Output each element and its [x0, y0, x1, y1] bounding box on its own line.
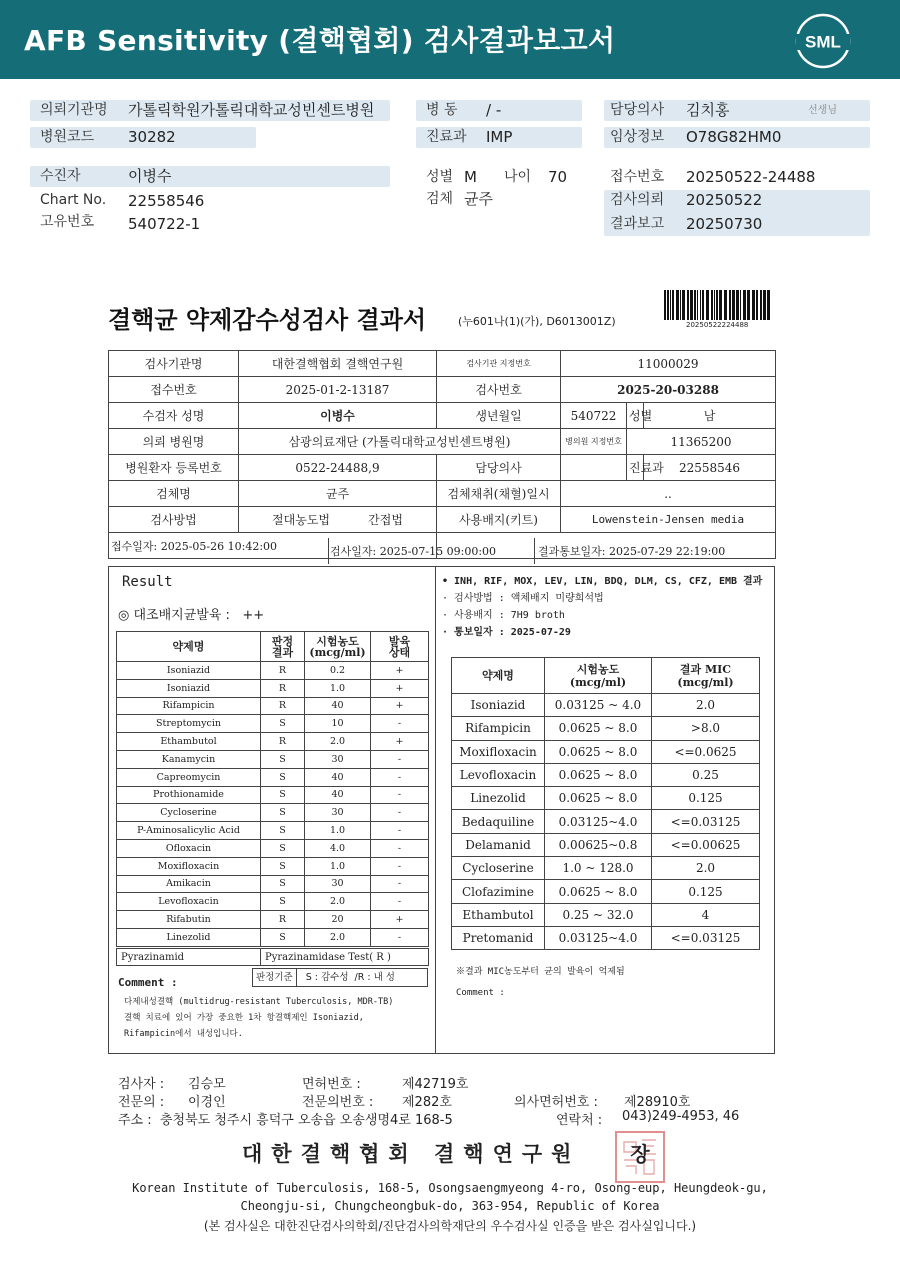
table-cell: 40	[305, 786, 371, 804]
doctor-license-label: 의사면허번호 :	[514, 1095, 598, 1110]
birth-value: 540722	[561, 403, 627, 429]
tested-date: 검사일자: 2025-07-15 09:00:00	[330, 545, 497, 558]
page-title: AFB Sensitivity (결핵협회) 검사결과보고서	[24, 24, 616, 57]
table-cell: 2.0	[305, 733, 371, 751]
table-cell: 40	[305, 697, 371, 715]
table-cell: 4	[652, 903, 760, 926]
doctor-suffix: 선생님	[808, 105, 837, 116]
doctor-license-value: 제28910호	[624, 1095, 691, 1110]
ward-label: 병 동	[426, 102, 458, 118]
table-row	[117, 928, 429, 946]
table-row	[117, 679, 429, 697]
chart-label: Chart No.	[40, 192, 107, 208]
table-cell: Rifampicin	[117, 697, 261, 715]
specimen-label: 검체	[426, 191, 454, 207]
comment-line: 다제내성결핵 (multidrug-resistant Tuberculosis, MDR-TB)	[124, 997, 394, 1007]
table-row	[117, 715, 429, 733]
sml-logo-icon	[794, 12, 852, 70]
mic-table	[451, 657, 760, 950]
table-cell: -	[371, 928, 429, 946]
table-cell: <=0.03125	[652, 926, 760, 949]
table-cell: 0.0625 ~ 8.0	[545, 787, 652, 810]
table-cell: -	[371, 750, 429, 768]
table-cell: 40	[305, 768, 371, 786]
method-indirect: 간접법	[368, 513, 403, 527]
request-value: 20250522	[686, 191, 763, 209]
dept-label: 진료과	[627, 455, 644, 481]
table-cell: +	[371, 733, 429, 751]
report-header	[0, 0, 900, 79]
method-label: 검사방법	[109, 507, 239, 533]
hospital-value: 삼광의료재단 (가톨릭대학교성빈센트병원)	[239, 429, 561, 455]
address-value: 충청북도 청주시 흥덕구 오송읍 오송생명4로 168-5	[160, 1113, 453, 1128]
table-cell: 30	[305, 804, 371, 822]
control-value: ++	[242, 608, 265, 623]
hosp-code-value: 11365200	[627, 429, 776, 455]
table-cell: 2.0	[305, 893, 371, 911]
table-cell: S	[261, 875, 305, 893]
table-cell: -	[371, 875, 429, 893]
table-cell: S	[261, 768, 305, 786]
note-line: · 통보일자 : 2025-07-29	[442, 627, 571, 638]
receipt-label: 접수번호	[610, 169, 665, 185]
report-date-value: 20250730	[686, 215, 763, 233]
address-en-2: Cheongju-si, Chungcheongbuk-do, 363-954, Republic of Korea	[240, 1199, 660, 1213]
table-cell: 20	[305, 911, 371, 929]
test-no-label: 검사번호	[437, 377, 561, 403]
unique-value: 540722-1	[128, 215, 201, 233]
medium-value: Lowenstein-Jensen media	[561, 507, 776, 533]
seal-char: 장	[630, 1142, 650, 1166]
table-cell: 1.0	[305, 822, 371, 840]
table-cell: 0.03125 ~ 4.0	[545, 694, 652, 717]
reg-label: 병원환자 등록번호	[109, 455, 239, 481]
table-row	[452, 903, 760, 926]
table-cell: S	[261, 715, 305, 733]
table-cell: Isoniazid	[452, 694, 545, 717]
table-cell: Rifampicin	[452, 717, 545, 740]
table-row	[117, 857, 429, 875]
table-cell: Clofazimine	[452, 880, 545, 903]
table-cell: Linezolid	[117, 928, 261, 946]
table-cell: Bedaquiline	[452, 810, 545, 833]
table-row	[452, 740, 760, 763]
table-row	[117, 875, 429, 893]
table-row	[452, 694, 760, 717]
table-cell: -	[371, 786, 429, 804]
table-cell: -	[371, 893, 429, 911]
table-cell: 2.0	[652, 694, 760, 717]
table-cell: 0.03125~4.0	[545, 926, 652, 949]
lab-code-label: 검사기관 지정번호	[437, 351, 561, 377]
column-header: 시험농도 (mcg/ml)	[545, 658, 652, 694]
table-cell: 1.0 ~ 128.0	[545, 857, 652, 880]
spec-license-value: 제282호	[402, 1095, 452, 1110]
hospital-code-label: 병원코드	[40, 129, 95, 145]
chart-value: 22558546	[128, 192, 205, 210]
control-growth	[118, 604, 264, 623]
table-cell: 0.00625~0.8	[545, 833, 652, 856]
table-header-row	[452, 658, 760, 694]
table-cell: 4.0	[305, 839, 371, 857]
table-cell: 0.125	[652, 787, 760, 810]
table-cell: Linezolid	[452, 787, 545, 810]
table-cell: -	[371, 857, 429, 875]
table-row	[452, 717, 760, 740]
table-cell: Amikacin	[117, 875, 261, 893]
received-text: 접수일자: 2025-05-26 10:42:00	[111, 539, 278, 553]
note-line: · 사용배지 : 7H9 broth	[442, 610, 565, 621]
column-header: 발육 상태	[371, 632, 429, 662]
table-cell: S	[261, 750, 305, 768]
birth-label: 생년월일	[437, 403, 561, 429]
table-row	[452, 833, 760, 856]
table-cell: 0.25 ~ 32.0	[545, 903, 652, 926]
medium-label: 사용배지(키트)	[437, 507, 561, 533]
table-cell: 2.0	[305, 928, 371, 946]
table-cell: Ofloxacin	[117, 839, 261, 857]
table-cell: S	[261, 839, 305, 857]
criteria-box	[252, 968, 428, 987]
column-header: 판정 결과	[261, 632, 305, 662]
sex-value: M	[464, 168, 477, 186]
column-header: 약제명	[117, 632, 261, 662]
doctor-value	[561, 455, 627, 481]
spec-license-label: 전문의번호 :	[302, 1095, 374, 1110]
license-value: 제42719호	[402, 1077, 469, 1092]
table-row	[117, 911, 429, 929]
table-cell: Delamanid	[452, 833, 545, 856]
collect-value: ..	[561, 481, 776, 507]
column-header: 결과 MIC (mcg/ml)	[652, 658, 760, 694]
hospital-code-value: 30282	[128, 128, 176, 146]
table-row	[452, 763, 760, 786]
table-cell: 2.0	[652, 857, 760, 880]
patient-info-table	[108, 350, 776, 559]
table-cell: S	[261, 822, 305, 840]
lab-code-value: 11000029	[561, 351, 776, 377]
table-row	[452, 880, 760, 903]
mic-note: ※결과 MIC농도부터 균의 발육이 억제됨	[456, 967, 625, 977]
comment-line: 결핵 치료에 있어 가장 중요한 1차 항결핵제인 Isoniazid,	[124, 1013, 364, 1023]
report-date-label: 결과보고	[610, 216, 665, 232]
table-cell: R	[261, 697, 305, 715]
pyrazinamid-table	[116, 948, 429, 966]
hosp-code-label: 병의원 지정번호	[561, 429, 627, 455]
table-cell: Rifabutin	[117, 911, 261, 929]
request-label: 검사의뢰	[610, 192, 665, 208]
result-title: Result	[122, 574, 173, 590]
name-label: 수검자 성명	[109, 403, 239, 429]
table-cell: -	[371, 839, 429, 857]
table-cell: S	[261, 786, 305, 804]
table-header-row	[117, 632, 429, 662]
report-title: 결핵균 약제감수성검사 결과서	[108, 305, 427, 334]
institute-name: 대한결핵협회 결핵연구원	[242, 1141, 581, 1166]
table-cell: +	[371, 662, 429, 680]
table-cell: 30	[305, 750, 371, 768]
table-cell: Moxifloxacin	[117, 857, 261, 875]
table-row	[117, 662, 429, 680]
age-label: 나이	[504, 169, 532, 185]
comment-label: Comment :	[118, 976, 178, 989]
barcode-number: 20250522224488	[686, 321, 749, 329]
table-cell: Isoniazid	[117, 679, 261, 697]
table-cell: 0.03125~4.0	[545, 810, 652, 833]
liquid-notes	[442, 573, 762, 641]
comment-line: Rifampicin에서 내성입니다.	[124, 1029, 243, 1039]
table-cell: R	[261, 911, 305, 929]
table-row	[117, 768, 429, 786]
criteria-r: /R : 내 성	[354, 972, 395, 983]
table-cell: Prothionamide	[117, 786, 261, 804]
barcode-icon	[664, 290, 772, 320]
table-cell: Cycloserine	[452, 857, 545, 880]
test-no-value: 2025-20-03288	[561, 377, 776, 403]
table-cell: R	[261, 679, 305, 697]
receipt-value: 2025-01-2-13187	[239, 377, 437, 403]
table-row	[452, 810, 760, 833]
method-absolute: 절대농도법	[272, 513, 331, 527]
table-cell: +	[371, 679, 429, 697]
table-row	[117, 804, 429, 822]
table-cell: S	[261, 928, 305, 946]
control-label: ◎ 대조배지균발육 :	[118, 608, 230, 623]
address-label: 주소 :	[118, 1113, 152, 1128]
table-cell: 0.0625 ~ 8.0	[545, 880, 652, 903]
column-header: 시험농도 (mcg/ml)	[305, 632, 371, 662]
table-row	[452, 857, 760, 880]
table-cell: 1.0	[305, 679, 371, 697]
table-cell: 30	[305, 875, 371, 893]
specimen-label: 검체명	[109, 481, 239, 507]
dept-label: 진료과	[426, 129, 467, 145]
table-cell: >8.0	[652, 717, 760, 740]
table-row	[117, 750, 429, 768]
name-value: 이병수	[239, 403, 437, 429]
table-cell: -	[371, 822, 429, 840]
notified-date: 결과통보일자: 2025-07-29 22:19:00	[538, 545, 726, 558]
receipt-label: 접수번호	[109, 377, 239, 403]
lab-label: 검사기관명	[109, 351, 239, 377]
result-divider	[435, 566, 436, 1054]
table-cell: 10	[305, 715, 371, 733]
table-cell: Isoniazid	[117, 662, 261, 680]
table-cell: R	[261, 733, 305, 751]
reg-value: 0522-24488,9	[239, 455, 437, 481]
patient-label: 수진자	[40, 168, 81, 184]
certification: (본 검사실은 대한진단검사의학회/진단검사의학재단의 우수검사실 인증을 받은 검사실입니다.)	[203, 1219, 697, 1233]
contact-label: 연락처 :	[556, 1113, 603, 1128]
table-cell: <=0.0625	[652, 740, 760, 763]
comment-text	[124, 994, 424, 1042]
doctor-value: 김치홍	[686, 101, 730, 119]
unique-label: 고유번호	[40, 214, 95, 230]
age-value: 70	[548, 168, 568, 186]
lab-value: 대한결핵협회 결핵연구원	[239, 351, 437, 377]
table-cell: +	[371, 911, 429, 929]
table-cell: S	[261, 893, 305, 911]
dept-value: IMP	[486, 128, 513, 146]
contact-value: 043)249-4953, 46	[622, 1109, 740, 1124]
collect-label: 검체채취(채혈)일시	[437, 481, 561, 507]
examiner-label: 검사자 :	[118, 1077, 165, 1092]
note-line: · 검사방법 : 액체배지 미량희석법	[442, 593, 604, 604]
table-cell: 0.125	[652, 880, 760, 903]
table-cell: 0.0625 ~ 8.0	[545, 763, 652, 786]
table-cell: -	[371, 768, 429, 786]
table-cell: Levofloxacin	[117, 893, 261, 911]
table-cell: R	[261, 662, 305, 680]
specimen-value: 균주	[464, 190, 493, 208]
divider	[534, 538, 535, 564]
table-cell: -	[371, 804, 429, 822]
table-cell: 1.0	[305, 857, 371, 875]
table-cell: S	[261, 857, 305, 875]
table-cell: Ethambutol	[452, 903, 545, 926]
table-cell: Cycloserine	[117, 804, 261, 822]
method-value	[239, 507, 437, 533]
table-row	[117, 733, 429, 751]
sex-label: 성별	[426, 169, 454, 185]
table-cell: Kanamycin	[117, 750, 261, 768]
table-cell: Ethambutol	[117, 733, 261, 751]
receipt-value: 20250522-24488	[686, 168, 816, 186]
right-comment: Comment :	[456, 988, 505, 998]
doctor-label: 담당의사	[437, 455, 561, 481]
table-row	[117, 697, 429, 715]
solid-media-table	[116, 631, 429, 947]
examiner-value: 김승모	[188, 1077, 226, 1092]
patient-value: 이병수	[128, 167, 172, 185]
table-cell: Moxifloxacin	[452, 740, 545, 763]
pyrazin-value: Pyrazinamidase Test( R )	[261, 949, 429, 966]
table-cell: Pretomanid	[452, 926, 545, 949]
dept-value: 22558546	[644, 455, 776, 481]
note-line: • INH, RIF, MOX, LEV, LIN, BDQ, DLM, CS, CFZ, EMB 결과	[442, 576, 763, 587]
table-cell: -	[371, 715, 429, 733]
pyrazin-name: Pyrazinamid	[117, 949, 261, 966]
table-row	[117, 839, 429, 857]
column-header: 약제명	[452, 658, 545, 694]
divider	[328, 538, 329, 564]
table-row	[117, 893, 429, 911]
sex-label: 성별	[627, 403, 644, 429]
table-cell: 0.0625 ~ 8.0	[545, 740, 652, 763]
table-cell: 0.25	[652, 763, 760, 786]
table-cell: Capreomycin	[117, 768, 261, 786]
clinical-value: O78G82HM0	[686, 128, 782, 146]
table-cell: <=0.03125	[652, 810, 760, 833]
table-cell: S	[261, 804, 305, 822]
report-code: (누601나(1)(가), D6013001Z)	[458, 315, 616, 328]
table-cell: 0.2	[305, 662, 371, 680]
institution-label: 의뢰기관명	[40, 102, 108, 118]
institution-value: 가톨릭학원가톨릭대학교성빈센트병원	[128, 101, 375, 119]
table-cell: +	[371, 697, 429, 715]
clinical-label: 임상정보	[610, 129, 665, 145]
criteria-label: 판정기준	[256, 972, 293, 983]
ward-value: / -	[486, 101, 502, 119]
specialist-label: 전문의 :	[118, 1095, 165, 1110]
table-row	[452, 787, 760, 810]
table-cell: Levofloxacin	[452, 763, 545, 786]
table-row	[117, 786, 429, 804]
table-row	[117, 822, 429, 840]
table-row	[452, 926, 760, 949]
sex-value: 남	[644, 403, 776, 429]
doctor-label: 담당의사	[610, 102, 665, 118]
info-bar	[30, 166, 390, 187]
license-label: 면허번호 :	[302, 1077, 361, 1092]
criteria-s: S : 감수성	[305, 972, 349, 983]
table-cell: 0.0625 ~ 8.0	[545, 717, 652, 740]
specialist-value: 이경인	[188, 1095, 226, 1110]
table-cell: P-Aminosalicylic Acid	[117, 822, 261, 840]
address-en-1: Korean Institute of Tuberculosis, 168-5, Osongsaengmyeong 4-ro, Osong-eup, Heungdeok-gu,	[132, 1181, 768, 1195]
specimen-value: 균주	[239, 481, 437, 507]
official-seal-icon	[614, 1130, 666, 1184]
table-cell: Streptomycin	[117, 715, 261, 733]
hospital-label: 의뢰 병원명	[109, 429, 239, 455]
logo-text: SML	[805, 32, 841, 52]
table-cell: <=0.00625	[652, 833, 760, 856]
